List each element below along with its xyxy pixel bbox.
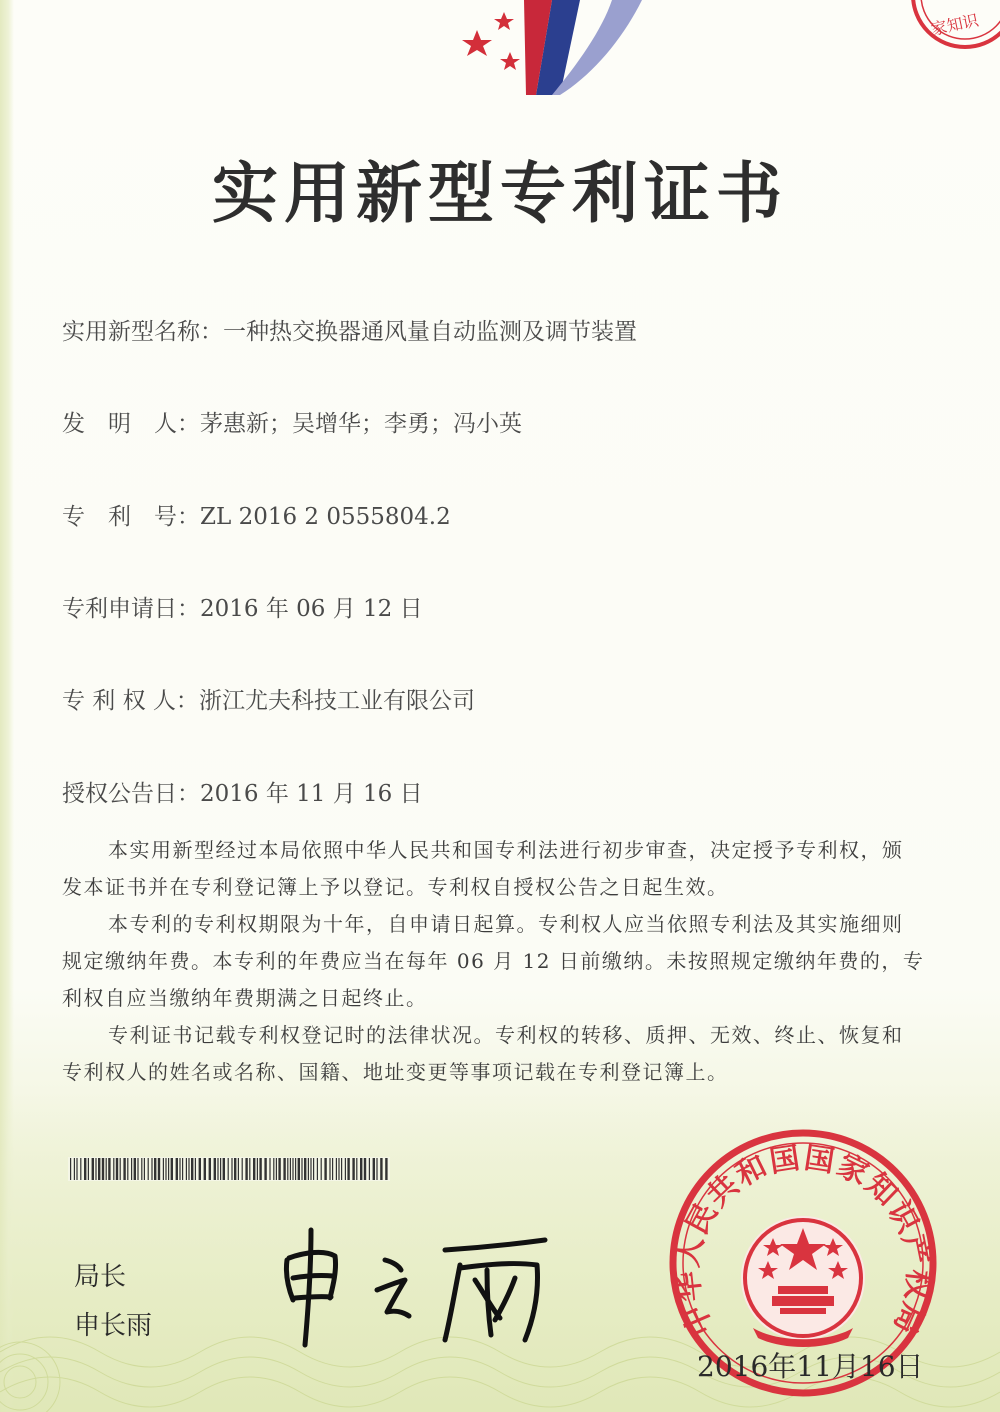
field-utility-model-name: [62, 313, 637, 346]
barcode-bar: [231, 1158, 232, 1180]
barcode-bar: [295, 1158, 296, 1180]
barcode-bar: [158, 1158, 160, 1180]
barcode-bar: [106, 1158, 107, 1180]
barcode-bar: [209, 1158, 211, 1180]
barcode-bar: [360, 1158, 362, 1180]
barcode-bar: [144, 1158, 145, 1180]
field-label: 专 利 号：: [62, 504, 200, 530]
body-line: 规定缴纳年费。本专利的年费应当在每年 06 月 12 日前缴纳。未按照规定缴纳年费的，专: [62, 949, 925, 973]
barcode-bar: [113, 1158, 114, 1180]
barcode-bar: [120, 1158, 121, 1180]
barcode-bar: [347, 1158, 349, 1180]
barcode-bar: [95, 1158, 96, 1180]
barcode-bar: [341, 1158, 342, 1180]
barcode-bar: [313, 1158, 314, 1180]
field-label: 专利申请日：: [62, 596, 200, 622]
barcode-bar: [102, 1158, 104, 1180]
field-application-date: [62, 590, 423, 623]
barcode-bar: [329, 1158, 330, 1180]
barcode-bar: [364, 1158, 366, 1180]
barcode-bar: [137, 1158, 138, 1180]
barcode-bar: [257, 1158, 258, 1180]
corner-seal: [905, 0, 1000, 60]
field-patentee: [62, 682, 475, 715]
barcode-bar: [269, 1158, 270, 1180]
barcode-bar: [165, 1158, 166, 1180]
body-line: 本实用新型经过本局依照中华人民共和国专利法进行初步审查，决定授予专利权，颁: [108, 838, 904, 862]
barcode-bar: [317, 1158, 318, 1180]
barcode-bar: [92, 1158, 94, 1180]
barcode-bar: [278, 1158, 280, 1180]
barcode-bar: [134, 1158, 136, 1180]
barcode-bar: [141, 1158, 142, 1180]
barcode-bar: [76, 1158, 77, 1180]
barcode-bar: [273, 1158, 274, 1180]
body-line: 利权自应当缴纳年费期满之日起终止。: [62, 986, 428, 1010]
barcode-bar: [123, 1158, 125, 1180]
field-value: 一种热交换器通风量自动监测及调节装置: [223, 319, 637, 345]
barcode-bar: [373, 1158, 375, 1180]
seal-ring-text: 中华人民共和国国家知识产权局: [670, 1140, 936, 1341]
director-name: 申长雨: [74, 1311, 153, 1341]
barcode-bar: [70, 1158, 71, 1180]
barcode-bar: [324, 1158, 326, 1180]
body-line: 专利权人的姓名或名称、国籍、地址变更等事项记载在专利登记簿上。: [62, 1060, 729, 1084]
barcode: [68, 1157, 390, 1181]
barcode-bar: [228, 1158, 229, 1180]
field-label: 实用新型名称：: [62, 319, 223, 345]
barcode-bar: [176, 1158, 178, 1180]
barcode-bar: [385, 1158, 387, 1180]
barcode-bar: [336, 1158, 337, 1180]
director-title: 局长: [74, 1262, 127, 1292]
barcode-bar: [264, 1158, 266, 1180]
barcode-bar: [308, 1158, 309, 1180]
barcode-bar: [376, 1158, 377, 1180]
field-value: ZL 2016 2 0555804.2: [200, 504, 451, 530]
barcode-bar: [304, 1158, 306, 1180]
field-inventors: [62, 405, 522, 438]
barcode-bar: [163, 1158, 164, 1180]
body-line: 发本证书并在专利登记簿上予以登记。专利权自授权公告之日起生效。: [62, 875, 729, 899]
star-icon: [494, 12, 514, 30]
field-label: 专 利 权 人：: [62, 688, 199, 714]
barcode-bar: [245, 1158, 247, 1180]
barcode-bar: [345, 1158, 346, 1180]
field-value: 茅惠新；吴增华；李勇；冯小英: [200, 411, 522, 437]
barcode-bar: [292, 1158, 293, 1180]
barcode-bar: [179, 1158, 180, 1180]
barcode-bar: [259, 1158, 261, 1180]
barcode-bar: [234, 1158, 236, 1180]
barcode-bar: [74, 1158, 75, 1180]
field-grant-date: [62, 775, 423, 808]
barcode-bar: [131, 1158, 132, 1180]
barcode-bar: [195, 1158, 196, 1180]
barcode-bar: [253, 1158, 255, 1180]
barcode-bar: [98, 1158, 100, 1180]
top-emblem: [452, 0, 642, 95]
field-label: 授权公告日：: [62, 781, 200, 807]
barcode-bar: [287, 1158, 288, 1180]
national-emblem-icon: [741, 1216, 865, 1347]
barcode-bar: [108, 1158, 110, 1180]
barcode-bar: [310, 1158, 311, 1180]
barcode-bar: [148, 1158, 149, 1180]
barcode-bar: [223, 1158, 225, 1180]
barcode-bar: [276, 1158, 277, 1180]
barcode-bar: [338, 1158, 339, 1180]
barcode-bar: [242, 1158, 243, 1180]
barcode-bar: [332, 1158, 333, 1180]
barcode-bar: [182, 1158, 183, 1180]
body-line: 本专利的专利权期限为十年，自申请日起算。专利权人应当依照专利法及其实施细则: [108, 912, 904, 936]
barcode-bar: [188, 1158, 189, 1180]
star-icon: [500, 52, 520, 70]
barcode-bar: [217, 1158, 218, 1180]
field-value: 浙江尤夫科技工业有限公司: [198, 688, 475, 714]
body-line: 专利证书记载专利权登记时的法律状况。专利权的转移、质押、无效、终止、恢复和: [108, 1023, 904, 1047]
barcode-bar: [352, 1158, 354, 1180]
field-patent-number: [62, 498, 451, 531]
barcode-bar: [214, 1158, 216, 1180]
director-signature: [275, 1220, 565, 1350]
barcode-bar: [151, 1158, 152, 1180]
barcode-bar: [298, 1158, 300, 1180]
barcode-bar: [290, 1158, 291, 1180]
barcode-bar: [356, 1158, 357, 1180]
barcode-bar: [191, 1158, 193, 1180]
certificate-body: [62, 832, 1000, 1091]
barcode-bar: [380, 1158, 382, 1180]
barcode-bar: [249, 1158, 250, 1180]
field-value: 2016 年 11 月 16 日: [200, 781, 423, 807]
barcode-bar: [301, 1158, 302, 1180]
seal-date: 2016年11月16日: [697, 1350, 924, 1383]
barcode-bar: [321, 1158, 322, 1180]
barcode-bar: [154, 1158, 156, 1180]
barcode-bar: [127, 1158, 128, 1180]
barcode-bar: [88, 1158, 89, 1180]
barcode-bar: [369, 1158, 370, 1180]
barcode-bar: [283, 1158, 285, 1180]
star-icon: [462, 30, 492, 56]
barcode-bar: [171, 1158, 173, 1180]
field-label: 发 明 人：: [62, 411, 200, 437]
certificate-title: 实用新型专利证书: [212, 155, 788, 232]
field-value: 2016 年 06 月 12 日: [200, 596, 423, 622]
barcode-bar: [204, 1158, 206, 1180]
barcode-bar: [186, 1158, 187, 1180]
barcode-bar: [84, 1158, 86, 1180]
barcode-bar: [168, 1158, 169, 1180]
barcode-bar: [199, 1158, 201, 1180]
barcode-bar: [238, 1158, 239, 1180]
barcode-bar: [220, 1158, 221, 1180]
corner-seal-text: 家知识: [929, 10, 981, 40]
barcode-bar: [80, 1158, 81, 1180]
barcode-bar: [116, 1158, 118, 1180]
